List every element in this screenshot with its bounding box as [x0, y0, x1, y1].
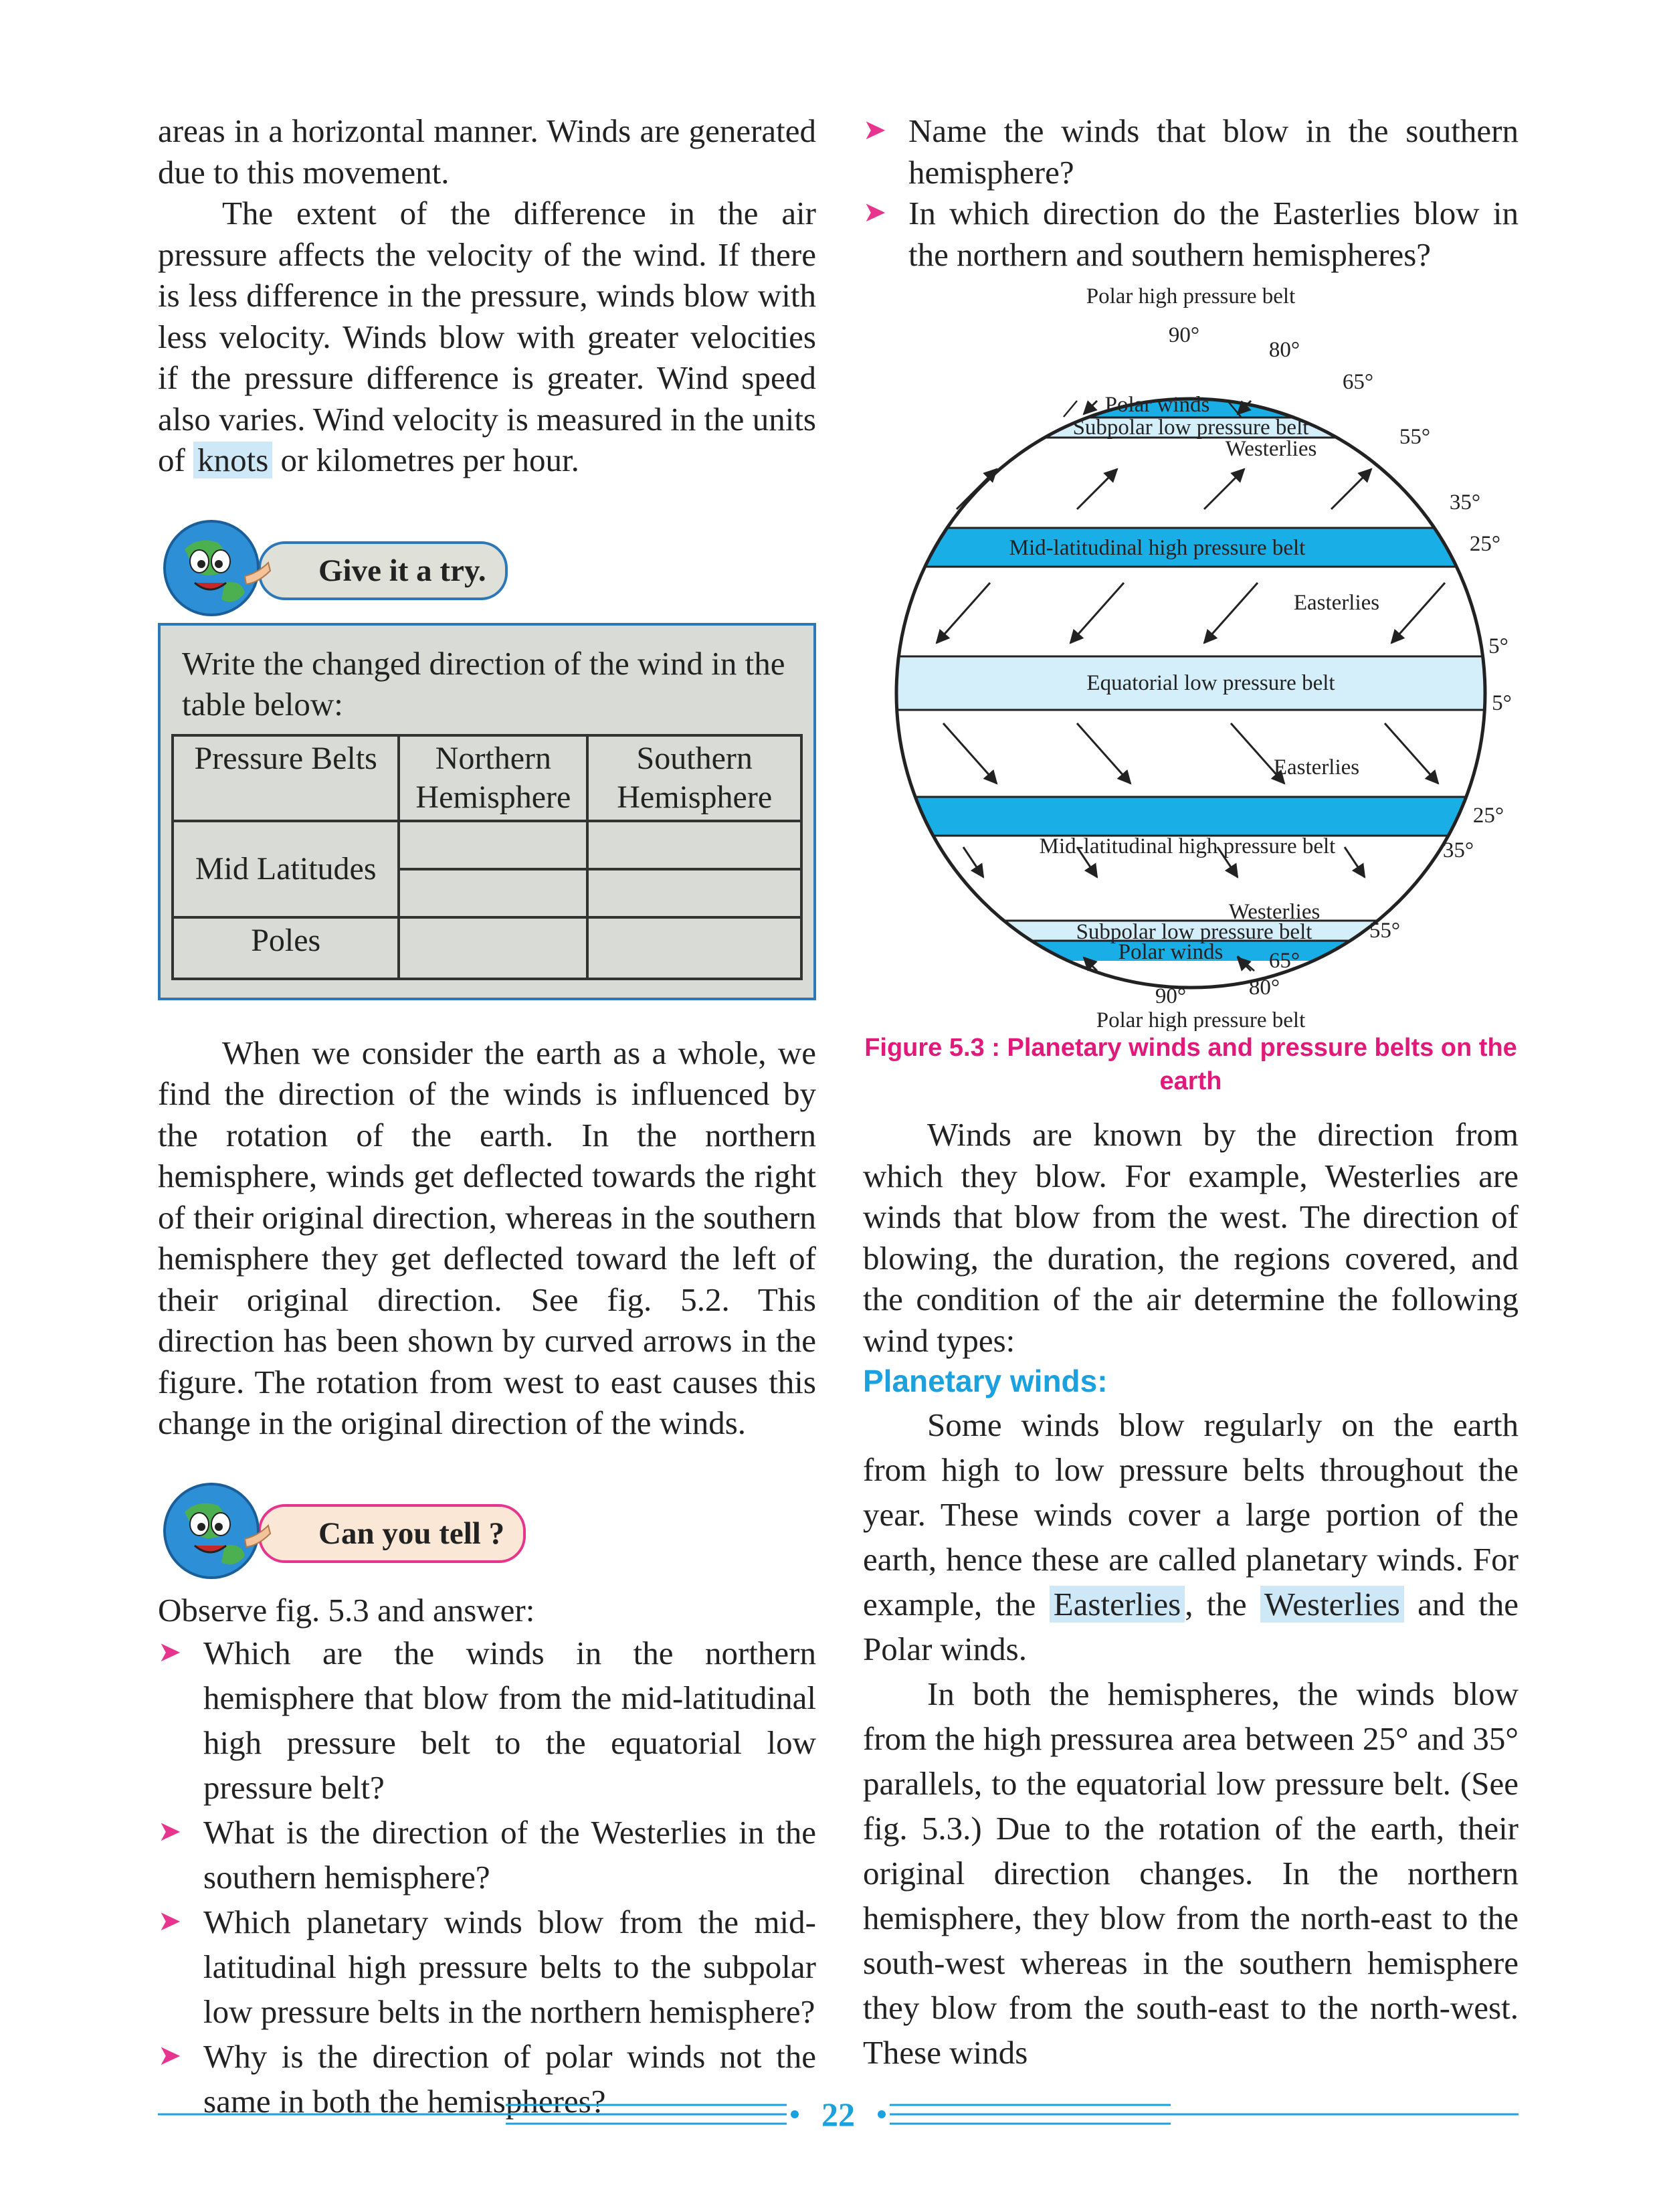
pressure-belts-figure: [863, 275, 1519, 1031]
give-it-a-try-badge: [158, 509, 816, 623]
fig-label-deg65-bottom: 65°: [1268, 949, 1300, 973]
table-cell: Poles: [173, 917, 399, 979]
paragraph-text: , the: [1185, 1585, 1247, 1623]
badge-label: Give it a try.: [258, 541, 508, 600]
fig-label-mid-high-bottom: Mid-latitudinal high pressure belt: [1039, 834, 1336, 858]
question-text: What is the direction of the Westerlies in the southern hemisphere?: [203, 1814, 816, 1896]
mid-high-belt-band: [863, 797, 1519, 836]
table-row: [173, 821, 801, 869]
table-cell-empty[interactable]: [587, 917, 801, 979]
fig-label-deg90-top: 90°: [1168, 323, 1200, 347]
fig-label-deg5-top: 5°: [1488, 634, 1508, 658]
figure-caption: Figure 5.3 : Planetary winds and pressure belts on the earth: [864, 1034, 1517, 1095]
easterlies-arrow: [1204, 583, 1258, 643]
westerlies-arrow: [963, 847, 983, 877]
table-header: Northern Hemisphere: [399, 735, 587, 821]
paragraph: When we consider the earth as a whole, we find the direction of the winds is influenced by the rotation of the earth. In the northern hemisphere, winds get deflected towards the right of their original direction, whereas in the southern hemisphere they get deflected toward the left of their original direction. See fig. 5.2. This direction has been shown by curved arrows in the figure. The rotation from west to east causes this change in the original direction of the winds.: [158, 1034, 816, 1441]
westerlies-arrow: [1345, 847, 1365, 877]
question-item: [863, 110, 1519, 193]
fig-label-deg25-top: 25°: [1469, 532, 1501, 556]
table-cell-empty[interactable]: [399, 869, 587, 917]
westerlies-arrow: [957, 469, 997, 509]
table-row: [173, 917, 801, 979]
paragraph: In both the hemispheres, the winds blow from the high pressurea area between 25° and 35° parallels, to the equatorial low pressure belt. (See fig. 5.3.) Due to the rotation of the earth, their original direction changes. In the northern hemisphere, they blow from the north-east to the south-west whereas in the southern hemisphere they blow from the south-east to the north-west. These winds: [863, 1675, 1519, 2071]
fig-label-easterlies-bottom: Easterlies: [1273, 755, 1360, 779]
fig-label-polar-winds-top: Polar winds: [1104, 393, 1210, 417]
fig-label-polar-winds-bottom: Polar winds: [1118, 940, 1224, 964]
paragraph-text: The extent of the difference in the air pressure affects the velocity of the wind. If there is less difference in the pressure, winds blow with less velocity. Winds blow with greater velocities if the pressure difference is greater. Wind speed also varies. Wind velocity is measured in the units of: [158, 195, 816, 478]
globe-mascot-icon: [158, 1472, 272, 1586]
table-cell-empty[interactable]: [587, 869, 801, 917]
question-text: In which direction do the Easterlies blow in the northern and southern hemispheres?: [908, 195, 1519, 273]
left-column: [158, 110, 816, 2124]
table-cell-empty[interactable]: [587, 821, 801, 869]
fig-label-deg35-top: 35°: [1449, 490, 1481, 515]
paragraph: areas in a horizontal manner. Winds are generated due to this movement.: [158, 112, 816, 191]
fig-label-westerlies-bottom: Westerlies: [1228, 900, 1321, 924]
easterlies-arrow: [943, 723, 997, 784]
fig-label-deg55-top: 55°: [1399, 425, 1431, 449]
fig-label-polar-high-bottom: Polar high pressure belt: [1096, 1008, 1306, 1031]
question-text: Which are the winds in the northern hemisphere that blow from the mid-latitudinal high pressure belt to the equatorial low pressure belt?: [203, 1635, 816, 1806]
table-row: [173, 735, 801, 821]
fig-label-deg55-bottom: 55°: [1369, 919, 1401, 943]
page-number: 22: [821, 2096, 855, 2133]
question-text: Name the winds that blow in the southern hemisphere?: [908, 112, 1519, 191]
arrow-bullet-icon: ➤: [863, 197, 887, 228]
activity-table: [171, 734, 803, 980]
question-item: [158, 1631, 816, 1810]
highlighted-term-knots: knots: [193, 442, 272, 478]
fig-label-deg35-bottom: 35°: [1442, 838, 1474, 862]
table-header: Southern Hemisphere: [587, 735, 801, 821]
paragraph-text: Some winds blow regularly on the earth from high to low pressure belts throughout the year. These winds cover a large portion of the earth, hence these are called planetary winds. For example, the: [863, 1406, 1519, 1623]
paragraph: [158, 193, 816, 481]
fig-label-deg25-bottom: 25°: [1472, 804, 1504, 828]
fig-label-westerlies-top: Westerlies: [1225, 437, 1317, 461]
paragraph: Winds are known by the direction from which they blow. For example, Westerlies are winds that blow from the west. The direction of blowing, the duration, the regions covered, and the condition of the air determine the following wind types:: [863, 1116, 1519, 1359]
question-text: Which planetary winds blow from the mid-latitudinal high pressure belts to the subpolar low pressure belts in the northern hemisphere?: [203, 1904, 816, 2030]
fig-label-subpolar-bottom: Subpolar low pressure belt: [1076, 920, 1312, 944]
easterlies-arrow: [1070, 583, 1124, 643]
arrow-bullet-icon: ➤: [863, 115, 887, 146]
fig-label-equatorial: Equatorial low pressure belt: [1086, 671, 1335, 695]
westerlies-arrow: [1331, 469, 1371, 509]
right-column: [863, 110, 1519, 2075]
activity-instruction: Write the changed direction of the wind in the table below:: [182, 644, 785, 723]
question-text: Why is the direction of polar winds not the same in both the hemispheres?: [203, 2038, 816, 2120]
question-item: [863, 193, 1519, 275]
observe-instruction: Observe fig. 5.3 and answer:: [158, 1591, 535, 1629]
table-cell-empty[interactable]: [399, 917, 587, 979]
fig-label-subpolar-top: Subpolar low pressure belt: [1072, 416, 1309, 440]
globe-mascot-icon: [158, 509, 272, 623]
table-cell-empty[interactable]: [399, 821, 587, 869]
section-heading: Planetary winds:: [863, 1364, 1108, 1398]
easterlies-arrow: [1391, 583, 1445, 643]
easterlies-arrow: [1077, 723, 1131, 784]
arrow-bullet-icon: ➤: [158, 2041, 182, 2071]
arrow-bullet-icon: ➤: [158, 1637, 182, 1668]
paragraph-text: and the Polar winds.: [863, 1585, 1519, 1667]
fig-label-deg80-bottom: 80°: [1248, 976, 1280, 1000]
westerlies-arrow: [1204, 469, 1244, 509]
highlighted-term-easterlies: Easterlies: [1050, 1586, 1185, 1623]
can-you-tell-badge: [158, 1472, 816, 1586]
give-it-a-try-box: [158, 623, 816, 1000]
paragraph-text: or kilometres per hour.: [280, 442, 579, 478]
westerlies-arrow: [1077, 469, 1117, 509]
fig-label-easterlies-top: Easterlies: [1293, 591, 1380, 615]
fig-label-deg90-bottom: 90°: [1155, 984, 1187, 1008]
highlighted-term-westerlies: Westerlies: [1260, 1586, 1404, 1623]
table-cell: Mid Latitudes: [173, 821, 399, 917]
polar-wind-arrow: [1084, 401, 1097, 414]
fig-label-deg80-top: 80°: [1268, 338, 1300, 362]
easterlies-arrow: [1385, 723, 1438, 784]
question-item: [158, 1900, 816, 2034]
question-item: [158, 1810, 816, 1900]
fig-label-mid-high-top: Mid-latitudinal high pressure belt: [1009, 536, 1306, 560]
badge-label: Can you tell ?: [258, 1504, 526, 1563]
arrow-bullet-icon: ➤: [158, 1906, 182, 1937]
fig-label-polar-high-top: Polar high pressure belt: [1086, 284, 1296, 308]
arrow-bullet-icon: ➤: [158, 1817, 182, 1847]
table-header: Pressure Belts: [173, 735, 399, 821]
page-footer: [158, 2094, 1519, 2134]
fig-label-deg65-top: 65°: [1342, 370, 1374, 394]
easterlies-arrow: [937, 583, 990, 643]
paragraph: [863, 1402, 1519, 1671]
fig-label-deg5-bottom: 5°: [1492, 691, 1512, 715]
